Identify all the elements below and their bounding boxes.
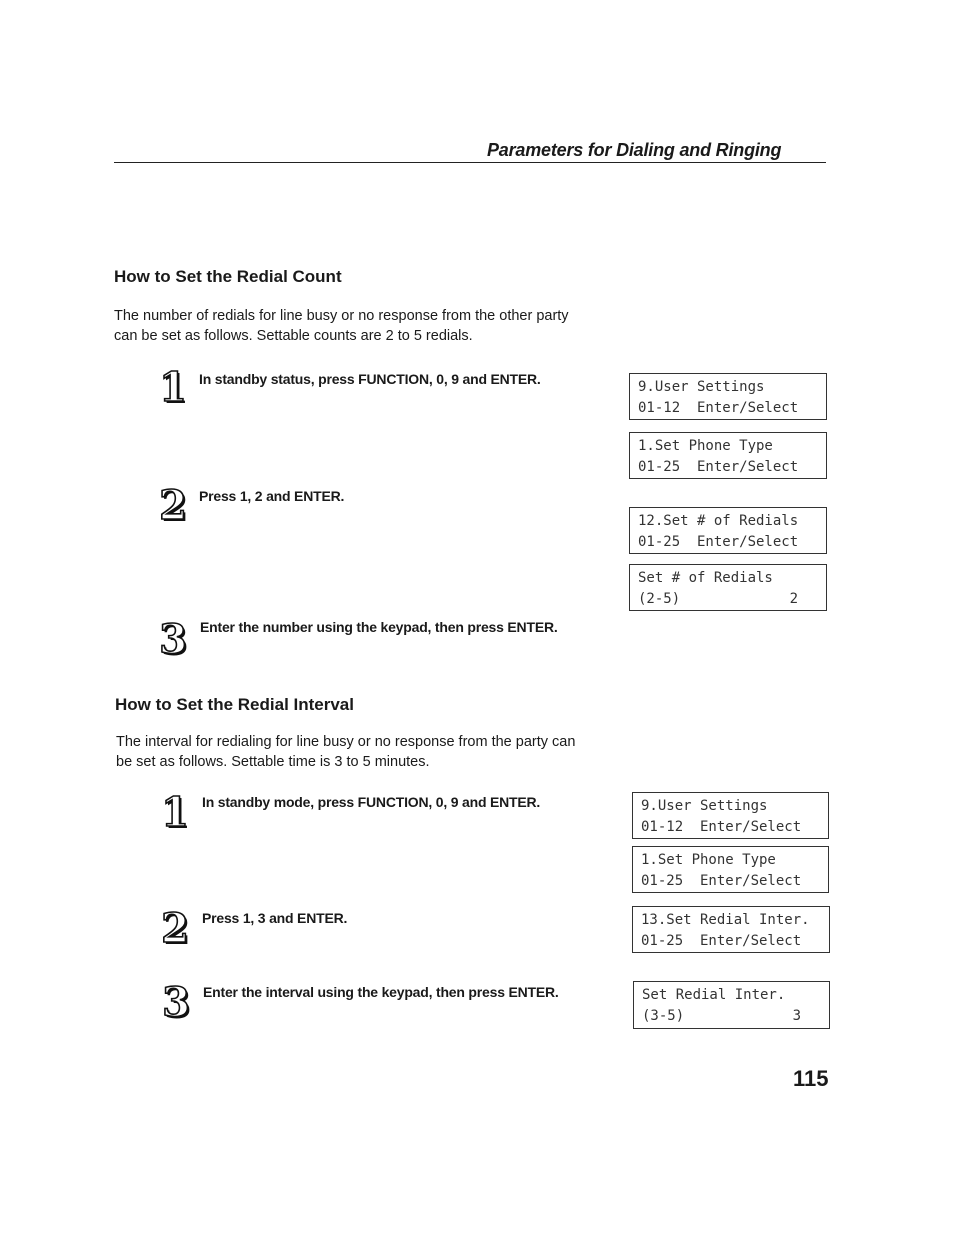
section-intro-redial-interval — [116, 732, 606, 772]
step-number-1: 1 — [159, 364, 187, 411]
lcd-line2: 01-25 Enter/Select — [641, 933, 802, 949]
step-number-3: 3 — [162, 979, 190, 1026]
step-number-2: 2 — [161, 905, 189, 952]
lcd-line1: 12.Set # of Redials — [638, 513, 799, 529]
step-text-2: Press 1, 3 and ENTER. — [202, 910, 348, 926]
lcd-line2: 01-25 Enter/Select — [641, 873, 802, 889]
section-title-redial-interval: How to Set the Redial Interval — [115, 695, 354, 714]
lcd-value: 3 — [792, 1008, 801, 1024]
lcd-line1: 1.Set Phone Type — [641, 852, 776, 868]
step-text-2: Press 1, 2 and ENTER. — [199, 488, 345, 504]
step-text-3: Enter the number using the keypad, then press ENTER. — [200, 619, 558, 635]
lcd-line1: 9.User Settings — [638, 379, 765, 395]
section-intro-redial-count — [114, 306, 604, 346]
lcd-display — [629, 432, 827, 479]
section-title-redial-count: How to Set the Redial Count — [114, 267, 342, 286]
step-text-1: In standby status, press FUNCTION, 0, 9 and ENTER. — [199, 371, 541, 387]
intro-line: be set as follows. Settable time is 3 to 5 minutes. — [116, 754, 430, 770]
lcd-line1: 9.User Settings — [641, 798, 768, 814]
lcd-line1: 1.Set Phone Type — [638, 438, 773, 454]
lcd-line2: 01-12 Enter/Select — [641, 819, 802, 835]
step-number-2: 2 — [159, 482, 187, 529]
lcd-line1: Set Redial Inter. — [642, 987, 786, 1003]
lcd-line2: (2-5) — [638, 591, 681, 607]
step-text-1: In standby mode, press FUNCTION, 0, 9 and ENTER. — [202, 794, 541, 810]
step-number-3: 3 — [159, 616, 187, 663]
page-header-title: Parameters for Dialing and Ringing — [487, 140, 782, 160]
lcd-line2: 01-12 Enter/Select — [638, 400, 799, 416]
step-text-3: Enter the interval using the keypad, then press ENTER. — [203, 984, 559, 1000]
lcd-display — [629, 373, 827, 420]
lcd-line1: 13.Set Redial Inter. — [641, 912, 810, 928]
lcd-value: 2 — [789, 591, 798, 607]
lcd-display — [633, 981, 830, 1029]
step-number-1: 1 — [161, 789, 189, 836]
lcd-display — [629, 564, 827, 611]
lcd-display — [632, 792, 829, 839]
lcd-display — [632, 846, 829, 893]
lcd-line2: 01-25 Enter/Select — [638, 534, 799, 550]
intro-line: The interval for redialing for line busy or no response from the party can — [116, 734, 576, 750]
intro-line: The number of redials for line busy or no response from the other party — [114, 308, 569, 324]
lcd-line2: 01-25 Enter/Select — [638, 459, 799, 475]
lcd-display — [629, 507, 827, 554]
page-number: 115 — [793, 1066, 829, 1091]
lcd-line2: (3-5) — [642, 1008, 685, 1024]
lcd-display — [632, 906, 830, 953]
lcd-line1: Set # of Redials — [638, 570, 773, 586]
intro-line: can be set as follows. Settable counts are 2 to 5 redials. — [114, 328, 473, 344]
header-rule — [114, 162, 826, 163]
